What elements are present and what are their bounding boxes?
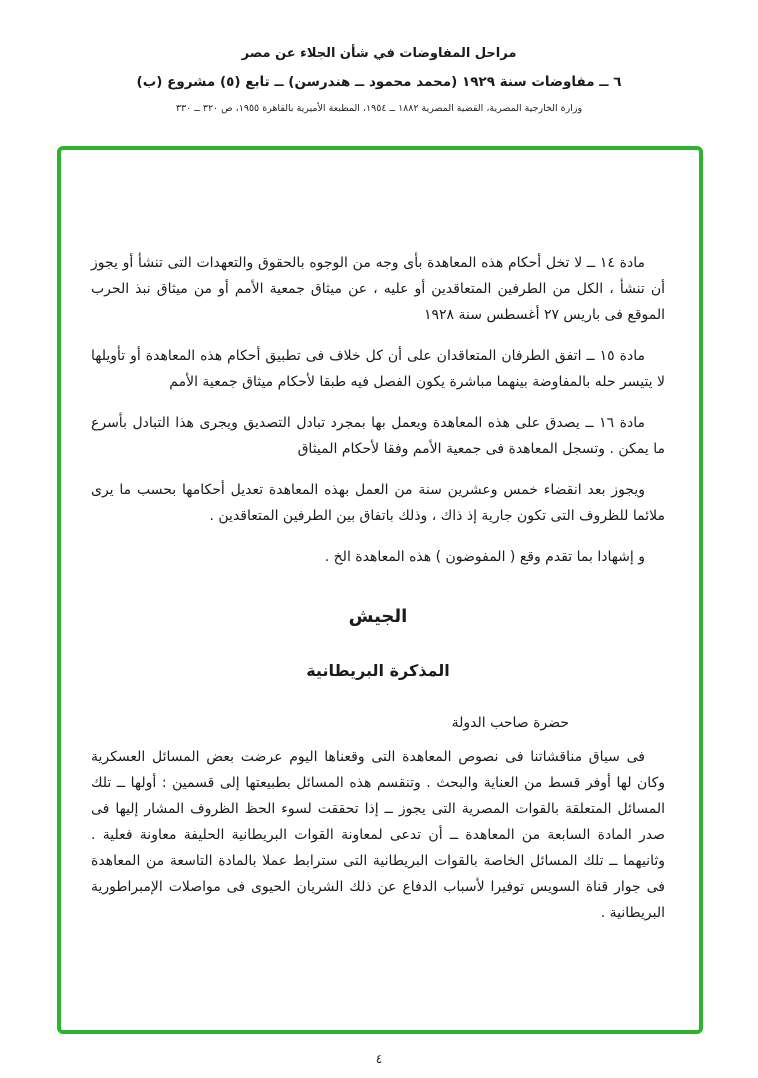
signature-clause-paragraph: و إشهادا بما تقدم وقع ( المفوضون ) هذه المعاهدة الخ .: [324, 549, 645, 565]
header-title: مراحل المفاوضات في شأن الجلاء عن مصر: [241, 46, 517, 61]
header-source-citation: وزارة الخارجية المصرية، القضية المصرية ١٨٨٢ ــ ١٩٥٤، المطبعة الأميرية بالقاهرة ١٩٥٥، ص ٣٢٠ ــ ٣٣٠: [175, 103, 583, 114]
section-heading-british-memo: المذكرة البريطانية: [306, 661, 450, 680]
article-15-paragraph: مادة ١٥ ــ اتفق الطرفان المتعاقدان على أن كل خلاف فى تطبيق أحكام هذه المعاهدة أو تأويلها لا يتيسر حله بالمفاوضة بينهما مباشرة يكون الفصل فيه طبقا لأحكام ميثاق جمعية الأمم: [91, 348, 665, 390]
memo-salutation: حضرة صاحب الدولة: [451, 715, 569, 731]
document-content: [61, 150, 699, 926]
memo-body-paragraph: فى سياق مناقشاتنا فى نصوص المعاهدة التى وقعناها اليوم عرضت بعض المسائل العسكرية وكان لها أوفر قسط من العناية والبحث . وتنقسم هذه المسائل بطبيعتها إلى قسمين : أولها ــ تلك المسائل المتعلقة بالقوات المصرية التى يجوز ــ إذا تحققت لسوء الحظ الظروف المشار إليها فى صدر المادة السابعة من المعاهدة ــ أن تدعى لمعاونة القوات البريطانية الحليفة معاونة فعلية . وثانيهما ــ تلك المسائل الخاصة بالقوات البريطانية التى سترابط عملا بالمادة التاسعة من المعاهدة فى جوار قناة السويس توفيرا لأسباب الدفاع عن ذلك الشريان الحيوى فى مواصلات الإمبراطورية البريطانية .: [91, 749, 665, 921]
article-14-paragraph: مادة ١٤ ــ لا تخل أحكام هذه المعاهدة بأى وجه من الوجوه بالحقوق والتعهدات التى تنشأ أو يجوز أن تنشأ ، الكل من الطرفين المتعاقدين أو عليه ، عن ميثاق جمعية الأمم أو من ميثاق نبذ الحرب الموقع فى باريس ٢٧ أغسطس سنة ١٩٢٨: [91, 255, 665, 323]
amendment-clause-paragraph: ويجوز بعد انقضاء خمس وعشرين سنة من العمل بهذه المعاهدة تعديل أحكامها بحسب ما يرى ملائما للظروف التى تكون جارية إذ ذاك ، وذلك باتفاق بين الطرفين المتعاقدين .: [91, 482, 665, 524]
highlight-box: [57, 146, 703, 1034]
section-heading-army: الجيش: [348, 606, 408, 627]
page-header: [0, 46, 758, 114]
page-number: ٤: [375, 1052, 383, 1066]
header-subtitle: ٦ ــ مفاوضات سنة ١٩٢٩ (محمد محمود ــ هندرسن) ــ تابع (٥) مشروع (ب): [136, 74, 622, 90]
article-16-paragraph: مادة ١٦ ــ يصدق على هذه المعاهدة ويعمل بها بمجرد تبادل التصديق ويجرى هذا التبادل بأسرع ما يمكن . وتسجل المعاهدة فى جمعية الأمم وفقا لأحكام الميثاق: [91, 415, 665, 457]
